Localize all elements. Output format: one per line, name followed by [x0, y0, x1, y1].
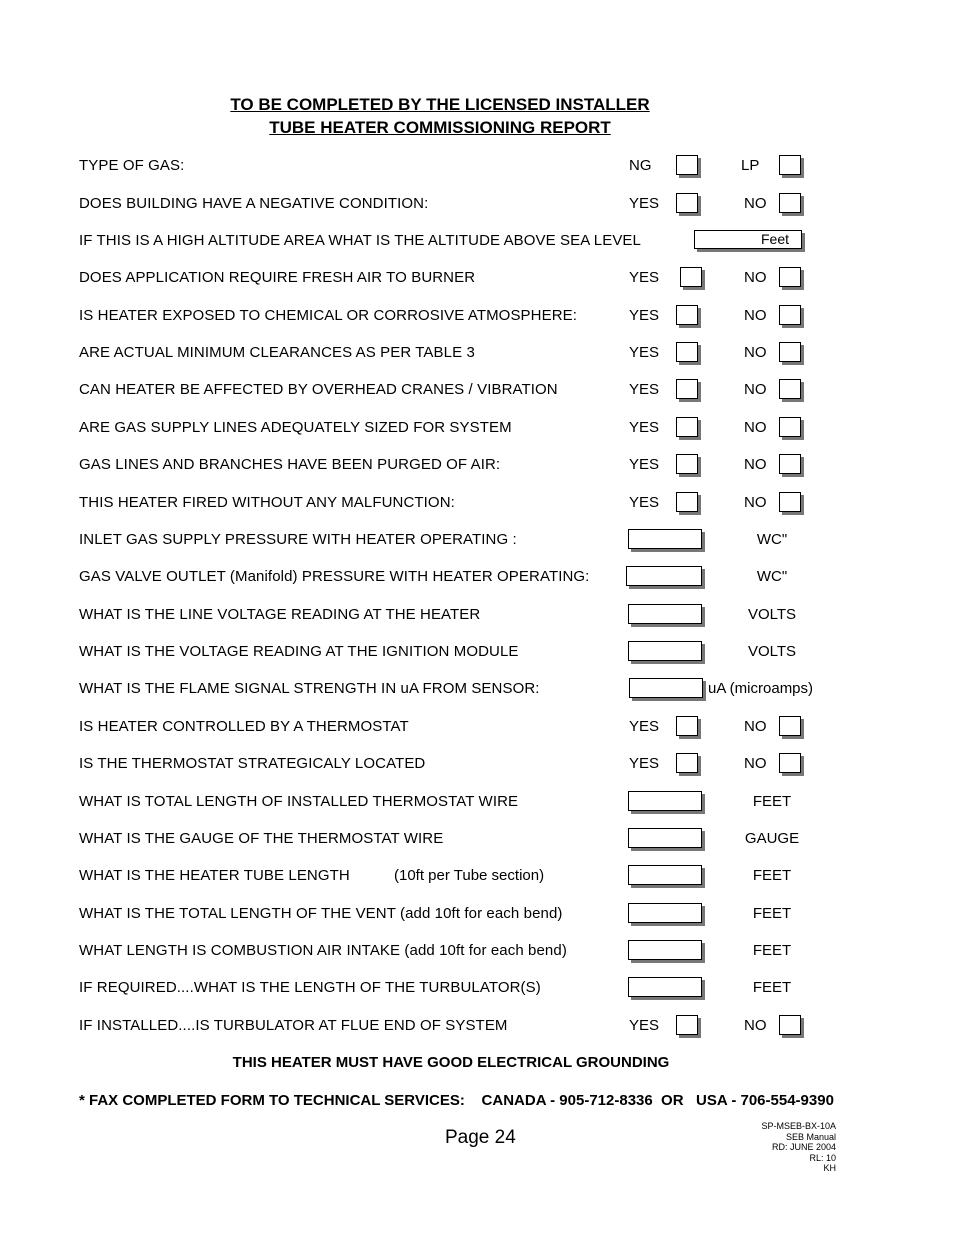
option-label: YES [629, 381, 660, 398]
form-row [0, 529, 954, 553]
unit-label: WC" [756, 568, 788, 585]
option-label: YES [629, 1017, 660, 1034]
form-row [0, 379, 954, 403]
question-text: IS HEATER CONTROLLED BY A THERMOSTAT [79, 718, 409, 735]
option-label: YES [629, 344, 660, 361]
option-checkbox[interactable] [779, 379, 801, 399]
question-text: TYPE OF GAS: [79, 157, 185, 174]
option-label: NO [744, 1017, 767, 1034]
option-checkbox[interactable] [779, 342, 801, 362]
question-text: IF THIS IS A HIGH ALTITUDE AREA WHAT IS THE ALTITUDE ABOVE SEA LEVEL [79, 232, 641, 249]
form-row [0, 305, 954, 329]
document-meta [761, 1121, 836, 1174]
unit-label: uA (microamps) [708, 680, 814, 697]
value-field[interactable] [626, 566, 702, 586]
question-text: IF REQUIRED....WHAT IS THE LENGTH OF THE TURBULATOR(S) [79, 979, 541, 996]
fax-instructions: * FAX COMPLETED FORM TO TECHNICAL SERVICES: CANADA - 905-712-8336 OR USA - 706-554-9390 [79, 1092, 834, 1109]
unit-label: VOLTS [747, 643, 797, 660]
unit-label: WC" [756, 531, 788, 548]
question-text: IS HEATER EXPOSED TO CHEMICAL OR CORROSIVE ATMOSPHERE: [79, 307, 577, 324]
unit-label: FEET [752, 867, 792, 884]
value-field[interactable] [628, 828, 702, 848]
question-text: DOES BUILDING HAVE A NEGATIVE CONDITION: [79, 195, 429, 212]
form-row [0, 716, 954, 740]
option-checkbox[interactable] [676, 1015, 698, 1035]
option-label: YES [629, 718, 660, 735]
form-row [0, 267, 954, 291]
option-label: YES [629, 456, 660, 473]
option-checkbox[interactable] [676, 193, 698, 213]
form-row [0, 865, 954, 889]
option-checkbox[interactable] [676, 342, 698, 362]
option-label: LP [741, 157, 760, 174]
option-checkbox[interactable] [779, 753, 801, 773]
altitude-field[interactable] [694, 230, 802, 249]
unit-label: VOLTS [747, 606, 797, 623]
option-checkbox[interactable] [676, 454, 698, 474]
question-text: WHAT IS THE VOLTAGE READING AT THE IGNITION MODULE [79, 643, 519, 660]
value-field[interactable] [628, 903, 702, 923]
question-text: THIS HEATER FIRED WITHOUT ANY MALFUNCTION: [79, 494, 455, 511]
value-field[interactable] [628, 865, 702, 885]
question-text: DOES APPLICATION REQUIRE FRESH AIR TO BURNER [79, 269, 476, 286]
question-text: WHAT IS THE LINE VOLTAGE READING AT THE HEATER [79, 606, 481, 623]
header-line-1: TO BE COMPLETED BY THE LICENSED INSTALLER [230, 95, 650, 114]
value-field[interactable] [628, 791, 702, 811]
value-field[interactable] [628, 641, 702, 661]
question-text: WHAT IS TOTAL LENGTH OF INSTALLED THERMOSTAT WIRE [79, 793, 519, 810]
unit-label: Feet [760, 231, 789, 247]
option-checkbox[interactable] [779, 155, 801, 175]
form-row [0, 977, 954, 1001]
option-checkbox[interactable] [779, 492, 801, 512]
option-label: YES [629, 269, 660, 286]
option-label: NO [744, 344, 767, 361]
question-text: GAS LINES AND BRANCHES HAVE BEEN PURGED OF AIR: [79, 456, 501, 473]
option-checkbox[interactable] [676, 716, 698, 736]
option-label: NO [744, 718, 767, 735]
question-note: (10ft per Tube section) [394, 867, 545, 884]
option-checkbox[interactable] [676, 417, 698, 437]
page-number: Page 24 [445, 1127, 516, 1148]
form-row [0, 791, 954, 815]
option-label: NO [744, 494, 767, 511]
question-text: CAN HEATER BE AFFECTED BY OVERHEAD CRANES / VIBRATION [79, 381, 558, 398]
meta-line: KH [823, 1163, 836, 1173]
value-field[interactable] [629, 678, 703, 698]
option-label: YES [629, 307, 660, 324]
option-label: NO [744, 381, 767, 398]
meta-line: RL: 10 [809, 1152, 836, 1163]
form-row [0, 940, 954, 964]
option-checkbox[interactable] [779, 305, 801, 325]
value-field[interactable] [628, 940, 702, 960]
form-row [0, 641, 954, 665]
question-text: WHAT IS THE HEATER TUBE LENGTH [79, 867, 350, 884]
option-label: NO [744, 419, 767, 436]
unit-label: FEET [752, 979, 792, 996]
form-row [0, 492, 954, 516]
form-row [0, 753, 954, 777]
form-row [0, 678, 954, 702]
grounding-notice: THIS HEATER MUST HAVE GOOD ELECTRICAL GROUNDING [232, 1054, 670, 1071]
question-text: GAS VALVE OUTLET (Manifold) PRESSURE WITH HEATER OPERATING: [79, 568, 590, 585]
meta-line: RD: JUNE 2004 [771, 1142, 836, 1152]
option-checkbox[interactable] [779, 417, 801, 437]
option-label: NO [744, 269, 767, 286]
question-text: IF INSTALLED....IS TURBULATOR AT FLUE END OF SYSTEM [79, 1017, 508, 1034]
option-checkbox[interactable] [779, 267, 801, 287]
option-label: YES [629, 494, 660, 511]
form-row [0, 566, 954, 590]
question-text: WHAT IS THE GAUGE OF THE THERMOSTAT WIRE [79, 830, 444, 847]
option-label: NO [744, 195, 767, 212]
form-row [0, 417, 954, 441]
form-row [0, 1015, 954, 1039]
unit-label: FEET [752, 793, 792, 810]
form-row [0, 454, 954, 478]
unit-label: GAUGE [744, 830, 800, 847]
value-field[interactable] [628, 977, 702, 997]
question-text: IS THE THERMOSTAT STRATEGICALY LOCATED [79, 755, 426, 772]
form-row [0, 230, 954, 254]
unit-label: FEET [752, 942, 792, 959]
option-label: NG [629, 157, 652, 174]
question-text: WHAT IS THE FLAME SIGNAL STRENGTH IN uA FROM SENSOR: [79, 680, 540, 697]
question-text: INLET GAS SUPPLY PRESSURE WITH HEATER OPERATING : [79, 531, 517, 548]
meta-line: SEB Manual [785, 1131, 836, 1142]
value-field[interactable] [628, 529, 702, 549]
option-checkbox[interactable] [676, 305, 698, 325]
option-checkbox[interactable] [779, 193, 801, 213]
option-label: NO [744, 456, 767, 473]
value-field[interactable] [628, 604, 702, 624]
form-row [0, 828, 954, 852]
question-text: ARE ACTUAL MINIMUM CLEARANCES AS PER TABLE 3 [79, 344, 475, 361]
option-label: YES [629, 755, 660, 772]
option-label: YES [629, 419, 660, 436]
form-row [0, 342, 954, 366]
option-checkbox[interactable] [676, 492, 698, 512]
form-row [0, 903, 954, 927]
form-row [0, 604, 954, 628]
option-checkbox[interactable] [779, 454, 801, 474]
question-text: WHAT IS THE TOTAL LENGTH OF THE VENT (add 10ft for each bend) [79, 905, 563, 922]
option-checkbox[interactable] [676, 379, 698, 399]
option-label: YES [629, 195, 660, 212]
option-label: NO [744, 307, 767, 324]
option-checkbox[interactable] [779, 1015, 801, 1035]
option-checkbox[interactable] [680, 267, 702, 287]
form-row [0, 193, 954, 217]
meta-line: SP-MSEB-BX-10A [761, 1121, 836, 1131]
option-label: NO [744, 755, 767, 772]
question-text: WHAT LENGTH IS COMBUSTION AIR INTAKE (add 10ft for each bend) [79, 942, 567, 959]
header-line-2: TUBE HEATER COMMISSIONING REPORT [269, 118, 611, 137]
unit-label: FEET [752, 905, 792, 922]
option-checkbox[interactable] [676, 155, 698, 175]
option-checkbox[interactable] [779, 716, 801, 736]
question-text: ARE GAS SUPPLY LINES ADEQUATELY SIZED FOR SYSTEM [79, 419, 512, 436]
form-row [0, 155, 954, 179]
option-checkbox[interactable] [676, 753, 698, 773]
